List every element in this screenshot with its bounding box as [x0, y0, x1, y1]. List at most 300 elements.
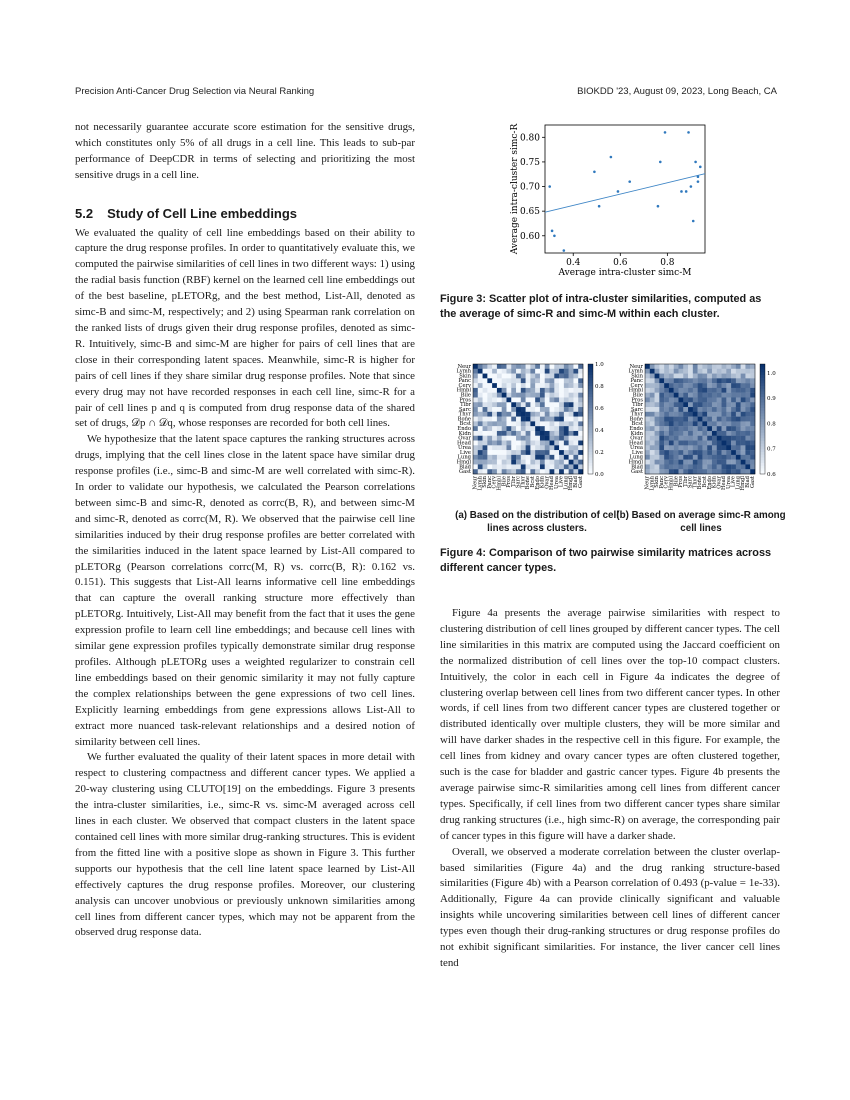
heatmap-cell [659, 393, 664, 398]
heatmap-cell [717, 407, 722, 412]
heatmap-cell [745, 464, 750, 469]
heatmap-cell [511, 436, 516, 441]
heatmap-cell [545, 460, 550, 465]
heatmap-cell [540, 417, 545, 422]
heatmap-cell [502, 450, 507, 455]
heatmap-cell [497, 436, 502, 441]
heatmap-cell [731, 407, 736, 412]
heatmap-cell [655, 364, 660, 369]
heatmap-cell [511, 407, 516, 412]
heatmap-cell [731, 378, 736, 383]
heatmap-cell [741, 445, 746, 450]
heatmap-cell [726, 388, 731, 393]
heatmap-cell [502, 369, 507, 374]
colorbar-segment [760, 386, 765, 389]
heatmap-cell [554, 417, 559, 422]
heatmap-cell [741, 469, 746, 474]
heatmap-cell [688, 455, 693, 460]
heatmap-cell [683, 402, 688, 407]
row-label: Skin [631, 373, 643, 380]
heatmap-cell [516, 393, 521, 398]
heatmap-cell [521, 402, 526, 407]
heatmap-cell [550, 388, 555, 393]
heatmap-cell [741, 383, 746, 388]
heatmap-cell [483, 364, 488, 369]
heatmap-cell [698, 441, 703, 446]
heatmap-cell [535, 431, 540, 436]
heatmap-cell [745, 450, 750, 455]
col-label: Hmgl [740, 476, 747, 491]
row-label: Blad [459, 464, 471, 471]
heatmap-cell [664, 431, 669, 436]
row-label: Ovar [630, 435, 643, 442]
scatter-point [685, 190, 688, 193]
colorbar-segment [760, 400, 765, 403]
heatmap-cell [712, 383, 717, 388]
heatmap-cell [674, 469, 679, 474]
heatmap-cell [726, 393, 731, 398]
heatmap-cell [550, 421, 555, 426]
heatmap-cell [688, 393, 693, 398]
heatmap-cell [492, 393, 497, 398]
row-label: Blad [631, 464, 643, 471]
heatmap-cell [535, 426, 540, 431]
col-label: Tlbr [682, 476, 689, 487]
colorbar-segment [588, 433, 593, 436]
heatmap-cell [492, 445, 497, 450]
row-label: Skin [459, 373, 471, 380]
colorbar-segment [588, 367, 593, 370]
heatmap-cell [483, 469, 488, 474]
heatmap-cell [674, 464, 679, 469]
heatmap-cell [645, 464, 650, 469]
heatmap-cell [669, 388, 674, 393]
heatmap-cell [573, 364, 578, 369]
heatmap-cell [506, 445, 511, 450]
heatmap-cell [473, 397, 478, 402]
heatmap-cell [487, 445, 492, 450]
heatmap-cell [645, 402, 650, 407]
heatmap-cell [698, 460, 703, 465]
heatmap-cell [506, 460, 511, 465]
heatmap-cell [707, 469, 712, 474]
col-label: Bcst [529, 476, 536, 488]
heatmap-cell [578, 421, 583, 426]
heatmap-cell [545, 412, 550, 417]
heatmap-cell [645, 460, 650, 465]
heatmap-cell [564, 455, 569, 460]
heatmap-cell [712, 369, 717, 374]
heatmap-cell [745, 378, 750, 383]
heatmap-cell [521, 421, 526, 426]
heatmap-cell [573, 374, 578, 379]
heatmap-cell [492, 441, 497, 446]
paragraph: not necessarily guarantee accurate score estimation for the sensitive drugs, which constitutes only 5% of all drugs in a cell line. This leads to sub-par performance of DeepCDR in terms of selecting and prioritizing the most sensitive drugs in a cell line. [75, 121, 415, 181]
heatmap-cell [731, 445, 736, 450]
heatmap-cell [526, 388, 531, 393]
heatmap-cell [554, 455, 559, 460]
heatmap-cell [722, 426, 727, 431]
heatmap-cell [526, 441, 531, 446]
colorbar-segment [760, 403, 765, 406]
heatmap-cell [492, 402, 497, 407]
heatmap-cell [535, 369, 540, 374]
colorbar-segment [760, 425, 765, 428]
heatmap-cell [707, 407, 712, 412]
heatmap-cell [478, 378, 483, 383]
heatmap-cell [693, 407, 698, 412]
heatmap-cell [674, 426, 679, 431]
heatmap-cell [678, 460, 683, 465]
heatmap-cell [506, 378, 511, 383]
heatmap-cell [650, 450, 655, 455]
scatter-point [610, 156, 613, 159]
heatmap-cell [550, 450, 555, 455]
heatmap-cell [487, 407, 492, 412]
heatmap-cell [497, 469, 502, 474]
scatter-point [664, 131, 667, 134]
heatmap-cell [693, 421, 698, 426]
heatmap-cell [750, 450, 755, 455]
heatmap-cell [722, 436, 727, 441]
heatmap-cell [688, 369, 693, 374]
col-label: Kidn [539, 476, 546, 489]
figure-4a-caption: (a) Based on the distribution of cell lines across clusters. [455, 510, 619, 534]
heatmap-cell [707, 383, 712, 388]
heatmap-cell [726, 402, 731, 407]
heatmap-cell [683, 417, 688, 422]
heatmap-cell [698, 393, 703, 398]
heatmap-cell [645, 364, 650, 369]
heatmap-cell [511, 374, 516, 379]
col-label: Urea [725, 476, 732, 490]
heatmap-cell [702, 426, 707, 431]
heatmap-cell [550, 460, 555, 465]
paragraph: We evaluated the quality of cell line embeddings based on their ability to capture the drug response profiles. In order to quantitatively evaluate this, we computed the pairwise similarities of cell lines in two different ways: 1) using the radial basis function (RBF) kernel on the learned cell line embeddings out of the best baseline, pLETORg, and the best method, List-All, denoted as simc-B and simc-M, respectively; and 2) using Spearman rank correlation on the ranked lists of drugs given their drug response profiles, denoted as simc-R. Intuitively, simc-B and simc-M are higher for pairs of cell lines that are close in their corresponding latent spaces. Meanwhile, simc-R is higher for pairs of cell lines if they share similar drug response profiles. Note that since every drug may not have recorded responses in each cell line, simc-R for a pair of cell lines p and q is computed from drug response data of the shared set of drugs, 𝒟p ∩ 𝒟q, whose responses are recorded for both cell lines. [75, 226, 415, 430]
heatmap-cell [492, 450, 497, 455]
col-label: Sarc [515, 476, 522, 489]
row-label: Live [631, 449, 643, 456]
heatmap-cell [535, 421, 540, 426]
colorbar-segment [760, 436, 765, 439]
heatmap-cell [554, 450, 559, 455]
row-label: Sarc [630, 406, 643, 413]
heatmap-cell [492, 460, 497, 465]
heatmap-cell [506, 364, 511, 369]
colorbar-segment [760, 458, 765, 461]
heatmap-cell [664, 464, 669, 469]
y-axis-label: Average intra-cluster simc-R [510, 123, 520, 255]
heatmap-cell [722, 378, 727, 383]
heatmap-cell [750, 383, 755, 388]
heatmap-cell [535, 455, 540, 460]
heatmap-cell [540, 450, 545, 455]
heatmap-cell [569, 407, 574, 412]
heatmap-cell [726, 417, 731, 422]
heatmap-cell [664, 388, 669, 393]
heatmap-cell [535, 445, 540, 450]
heatmap-cell [521, 383, 526, 388]
heatmap-cell [683, 369, 688, 374]
heatmap-cell [516, 397, 521, 402]
heatmap-cell [487, 393, 492, 398]
heatmap-cell [521, 464, 526, 469]
heatmap-cell [559, 374, 564, 379]
heatmap-cell [473, 393, 478, 398]
heatmap-cell [535, 397, 540, 402]
heatmap-cell [559, 412, 564, 417]
scatter-point [657, 205, 660, 208]
heatmap-cell [497, 407, 502, 412]
heatmap-cell [526, 397, 531, 402]
heatmap-cell [750, 397, 755, 402]
heatmap-cell [502, 397, 507, 402]
heatmap-cell [731, 455, 736, 460]
heatmap-cell [707, 374, 712, 379]
colorbar-segment [760, 375, 765, 378]
colorbar-segment [588, 397, 593, 400]
heatmap-cell [726, 431, 731, 436]
heatmap-cell [506, 374, 511, 379]
heatmap-cell [492, 421, 497, 426]
heatmap-cell [726, 421, 731, 426]
heatmap-cell [573, 450, 578, 455]
heatmap-cell [569, 374, 574, 379]
heatmap-cell [659, 441, 664, 446]
heatmap-cell [750, 393, 755, 398]
heatmap-cell [559, 402, 564, 407]
heatmap-cell [693, 426, 698, 431]
heatmap-cell [650, 388, 655, 393]
heatmap-cell [678, 464, 683, 469]
heatmap-cell [550, 397, 555, 402]
heatmap-cell [707, 369, 712, 374]
heatmap-cell [717, 374, 722, 379]
colorbar-segment [588, 414, 593, 417]
heatmap-cell [707, 426, 712, 431]
heatmap-cell [564, 436, 569, 441]
heatmap-cell [511, 455, 516, 460]
figure-4-caption: Figure 4: Comparison of two pairwise similarity matrices across different cancer types. [440, 547, 772, 574]
heatmap-cell [497, 464, 502, 469]
heatmap-cell [478, 436, 483, 441]
heatmap-cell [750, 374, 755, 379]
heatmap-cell [741, 374, 746, 379]
heatmap-cell [659, 460, 664, 465]
heatmap-cell [722, 464, 727, 469]
heatmap-cell [502, 364, 507, 369]
heatmap-cell [650, 374, 655, 379]
y-tick-label: 0.70 [519, 182, 540, 193]
heatmap-cell [497, 417, 502, 422]
heatmap-cell [502, 460, 507, 465]
heatmap-cell [731, 412, 736, 417]
heatmap-cell [516, 383, 521, 388]
heatmap-cell [664, 393, 669, 398]
heatmap-cell [511, 426, 516, 431]
heatmap-cell [669, 431, 674, 436]
heatmap-cell [487, 417, 492, 422]
heatmap-cell [473, 388, 478, 393]
heatmap-cell [487, 426, 492, 431]
heatmap-cell [545, 436, 550, 441]
heatmap-cell [511, 441, 516, 446]
heatmap-cell [698, 436, 703, 441]
heatmap-cell [554, 383, 559, 388]
heatmap-cell [578, 464, 583, 469]
heatmap-cell [492, 407, 497, 412]
heatmap-cell [645, 407, 650, 412]
heatmap-cell [698, 407, 703, 412]
heatmap-cell [559, 445, 564, 450]
colorbar-segment [588, 392, 593, 395]
heatmap-cell [473, 431, 478, 436]
heatmap-cell [483, 455, 488, 460]
heatmap-cell [655, 397, 660, 402]
heatmap-cell [516, 412, 521, 417]
heatmap-cell [502, 455, 507, 460]
colorbar-segment [588, 447, 593, 450]
heatmap-cell [540, 441, 545, 446]
heatmap-cell [741, 455, 746, 460]
heatmap-cell [664, 383, 669, 388]
heatmap-cell [506, 412, 511, 417]
heatmap-cell [506, 397, 511, 402]
heatmap-cell [750, 421, 755, 426]
heatmap-cell [741, 464, 746, 469]
heatmap-cell [693, 450, 698, 455]
heatmap-cell [526, 450, 531, 455]
heatmap-cell [554, 378, 559, 383]
heatmap-cell [478, 407, 483, 412]
heatmap-cell [650, 417, 655, 422]
heatmap-cell [573, 388, 578, 393]
row-label: Live [459, 449, 471, 456]
heatmap-cell [645, 383, 650, 388]
col-label: Ovar [716, 476, 723, 489]
row-label: Bile [632, 392, 643, 399]
heatmap-cell [645, 469, 650, 474]
colorbar-segment [760, 449, 765, 452]
heatmap-cell [698, 378, 703, 383]
heatmap-cell [564, 460, 569, 465]
heatmap-cell [698, 469, 703, 474]
colorbar-segment [588, 381, 593, 384]
heatmap-cell [473, 426, 478, 431]
heatmap-cell [688, 431, 693, 436]
heatmap-cell [540, 412, 545, 417]
heatmap-cell [750, 378, 755, 383]
colorbar-segment [588, 400, 593, 403]
heatmap-cell [731, 426, 736, 431]
col-label: Live [558, 476, 565, 488]
heatmap-cell [578, 378, 583, 383]
heatmap-cell [545, 369, 550, 374]
heatmap-cell [731, 469, 736, 474]
row-label: Cerv [630, 382, 643, 389]
heatmap-cell [664, 364, 669, 369]
heatmap-cell [516, 388, 521, 393]
heatmap-cell [535, 407, 540, 412]
colorbar-segment [588, 460, 593, 463]
heatmap-cell [712, 445, 717, 450]
heatmap-cell [745, 369, 750, 374]
heatmap-cell [545, 378, 550, 383]
heatmap-cell [698, 402, 703, 407]
heatmap-cell [678, 450, 683, 455]
heatmap-cell [693, 364, 698, 369]
heatmap-cell [521, 388, 526, 393]
heatmap-cell [736, 460, 741, 465]
heatmap-cell [530, 397, 535, 402]
heatmap-cell [545, 421, 550, 426]
colorbar-segment [588, 364, 593, 367]
heatmap-cell [688, 436, 693, 441]
heatmap-cell [726, 374, 731, 379]
heatmap-cell [521, 393, 526, 398]
heatmap-cell [497, 450, 502, 455]
heatmap-cell [540, 397, 545, 402]
col-label: Thyr [520, 476, 527, 489]
heatmap-cell [478, 402, 483, 407]
heatmap-cell [707, 393, 712, 398]
heatmap-cell [678, 431, 683, 436]
heatmap-cell [478, 426, 483, 431]
heatmap-cell [554, 393, 559, 398]
scatter-point [694, 161, 697, 164]
heatmap-cell [483, 393, 488, 398]
section-number: 5.2 [75, 205, 94, 221]
scatter-point [692, 220, 695, 223]
heatmap-cell [573, 464, 578, 469]
heatmap-cell [750, 426, 755, 431]
heatmap-cell [550, 364, 555, 369]
row-label: Lung [629, 454, 643, 461]
heatmap-cell [478, 374, 483, 379]
colorbar-segment [588, 416, 593, 419]
heatmap-cell [578, 436, 583, 441]
row-label: Bone [629, 416, 643, 423]
heatmap-cell [664, 412, 669, 417]
heatmap-cell [550, 383, 555, 388]
heatmap-cell [726, 426, 731, 431]
heatmap-cell [545, 407, 550, 412]
heatmap-cell [497, 369, 502, 374]
heatmap-cell [726, 369, 731, 374]
heatmap-cell [506, 455, 511, 460]
heatmap-cell [698, 421, 703, 426]
heatmap-cell [674, 383, 679, 388]
heatmap-cell [736, 469, 741, 474]
x-tick-label: 0.4 [566, 258, 581, 268]
colorbar-segment [760, 392, 765, 395]
heatmap-cell [540, 383, 545, 388]
heatmap-cell [550, 374, 555, 379]
heatmap-cell [702, 393, 707, 398]
heatmap-cell [564, 407, 569, 412]
figure-3-caption: Figure 3: Scatter plot of intra-cluster similarities, computed as the average of simc-R and simc-M within each cluster. [440, 293, 762, 320]
heatmap-cell [545, 393, 550, 398]
heatmap-cell [526, 455, 531, 460]
heatmap-cell [717, 460, 722, 465]
heatmap-cell [736, 450, 741, 455]
heatmap-cell [483, 445, 488, 450]
heatmap-cell [745, 407, 750, 412]
heatmap-cell [521, 469, 526, 474]
heatmap-cell [578, 383, 583, 388]
heatmap-cell [702, 364, 707, 369]
heatmap-cell [717, 383, 722, 388]
